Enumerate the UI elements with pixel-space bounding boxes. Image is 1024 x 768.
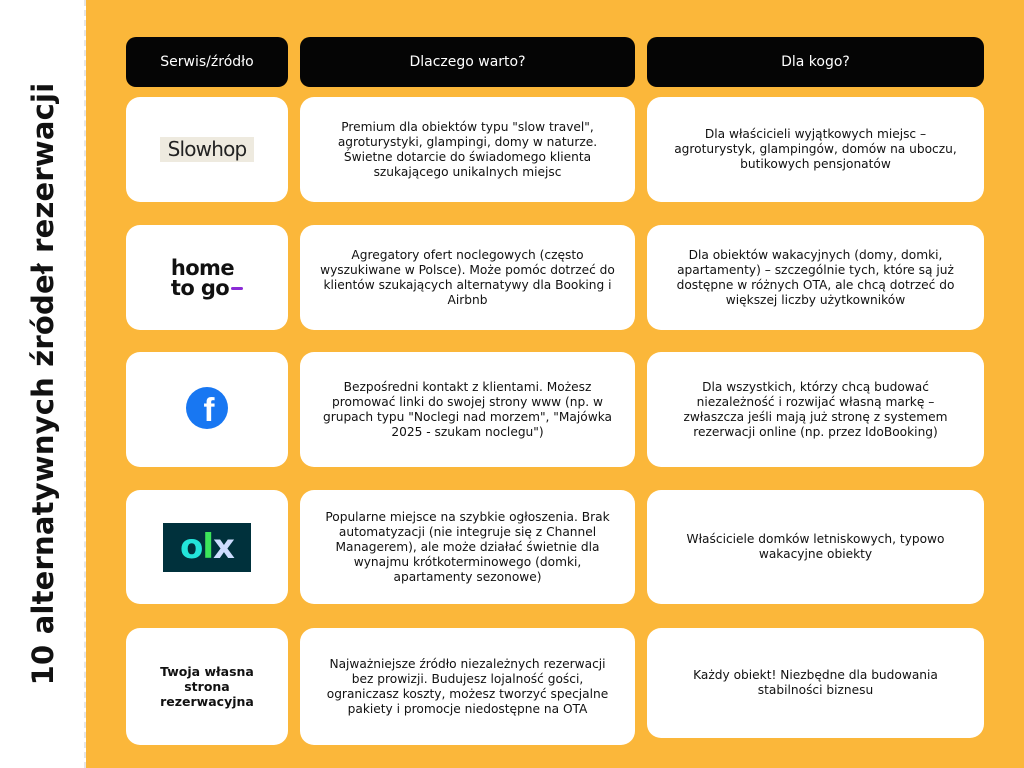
facebook-icon xyxy=(186,387,228,433)
header-source: Serwis/źródło xyxy=(126,37,288,87)
olx-logo: o l x xyxy=(163,523,251,572)
header-why: Dlaczego warto? xyxy=(300,37,635,87)
hometogo-logo xyxy=(170,255,243,300)
page-title: 10 alternatywnych źródeł rezerwacji xyxy=(26,82,60,686)
table-row-who: Dla obiektów wakacyjnych (domy, domki, apartamenty) – szczególnie tych, które są już dostępne w różnych OTA, ale chcą dotrzeć do większej liczby użytkowników xyxy=(647,225,984,330)
hometogo-logo-line2: to go xyxy=(170,275,230,300)
comparison-table xyxy=(86,0,1024,768)
table-row-source xyxy=(126,352,288,467)
table-row-source xyxy=(126,490,288,604)
table-row-source xyxy=(126,225,288,330)
hometogo-accent xyxy=(231,287,243,290)
table-row-source xyxy=(126,97,288,202)
slowhop-logo: Slowhop xyxy=(160,137,255,162)
side-panel xyxy=(0,0,86,768)
table-row-why: Bezpośredni kontakt z klientami. Możesz promować linki do swojej strony www (np. w grupach typu "Noclegi nad morzem", "Majówka 2025 - szukam noclegu") xyxy=(300,352,635,467)
hometogo-logo-line1: home xyxy=(170,255,234,280)
header-who: Dla kogo? xyxy=(647,37,984,87)
table-row-who: Dla wszystkich, którzy chcą budować niezależność i rozwijać własną markę – zwłaszcza jeśli mają już stronę z systemem rezerwacji online (np. przez IdoBooking) xyxy=(647,352,984,467)
table-row-why: Najważniejsze źródło niezależnych rezerwacji bez prowizji. Budujesz lojalność gości, ograniczasz koszty, możesz tworzyć specjalne pakiety i promocje niedostępne na OTA xyxy=(300,628,635,745)
table-row-who: Każdy obiekt! Niezbędne dla budowania stabilności biznesu xyxy=(647,628,984,738)
table-row-who: Właściciele domków letniskowych, typowo wakacyjne obiekty xyxy=(647,490,984,604)
table-row-why: Popularne miejsce na szybkie ogłoszenia. Brak automatyzacji (nie integruje się z Channel Managerem), ale może działać świetnie dla wynajmu krótkoterminowego (domki, apartamenty sezonowe) xyxy=(300,490,635,604)
own-booking-site-label: Twoja własna strona rezerwacyjna xyxy=(126,628,288,745)
table-row-why: Premium dla obiektów typu "slow travel", agroturystyki, glampingi, domy w naturze. Świetne dotarcie do świadomego klienta szukającego unikalnych miejsc xyxy=(300,97,635,202)
table-row-why: Agregatory ofert noclegowych (często wyszukiwane w Polsce). Może pomóc dotrzeć do klientów szukających alternatywy dla Booking i Airbnb xyxy=(300,225,635,330)
table-row-who: Dla właścicieli wyjątkowych miejsc – agroturystyk, glampingów, domów na uboczu, butikowych pensjonatów xyxy=(647,97,984,202)
svg-text:f: f xyxy=(203,390,215,428)
